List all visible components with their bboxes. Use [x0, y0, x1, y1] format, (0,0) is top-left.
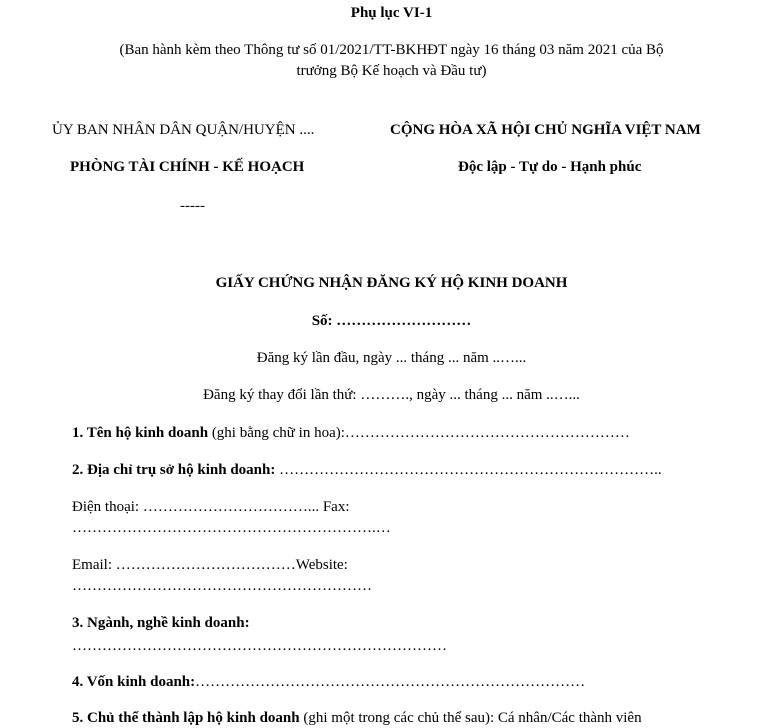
issued-note-line-1: (Ban hành kèm theo Thông tư số 01/2021/TT-BKHĐT ngày 16 tháng 03 năm 2021 của Bộ	[119, 42, 664, 58]
field-business-name-label: 1. Tên hộ kinh doanh	[72, 425, 209, 441]
field-capital-dots: ……………………………………………………………………	[195, 674, 586, 690]
issued-note-line-2: trưởng Bộ Kế hoạch và Đầu tư)	[296, 63, 487, 79]
field-business-lines-label: 3. Ngành, nghề kinh doanh:	[72, 615, 250, 631]
nation-title: CỘNG HÒA XÃ HỘI CHỦ NGHĨA VIỆT NAM	[390, 122, 701, 138]
header-rule: -----	[180, 198, 205, 214]
field-business-name-dots: …………………………………………………	[344, 425, 630, 441]
field-phone-fax-dots: …………………………………………………….…	[72, 520, 391, 536]
national-motto: Độc lập - Tự do - Hạnh phúc	[458, 159, 642, 175]
certificate-number: Số: ………………………	[311, 313, 472, 329]
field-founder	[72, 709, 642, 727]
field-email-website-dots: ……………………………………………………	[72, 578, 372, 594]
certificate-title: GIẤY CHỨNG NHẬN ĐĂNG KÝ HỘ KINH DOANH	[215, 275, 568, 291]
field-address	[72, 461, 662, 479]
first-registration: Đăng ký lần đầu, ngày ... tháng ... năm ..…...	[256, 350, 527, 366]
department-line: PHÒNG TÀI CHÍNH - KẾ HOẠCH	[70, 159, 305, 175]
org-line: ỦY BAN NHÂN DÂN QUẬN/HUYỆN ....	[52, 122, 315, 138]
field-address-dots: …………………………………………………………………..	[275, 462, 662, 478]
field-founder-note: (ghi một trong các chủ thể sau): Cá nhân/Các thành viên	[299, 710, 642, 726]
field-capital	[72, 673, 585, 691]
field-email-website: Email: ………………………………Website:	[72, 557, 348, 573]
field-phone-fax: Điện thoại: ……………………………... Fax:	[72, 499, 350, 515]
field-capital-label: 4. Vốn kinh doanh:	[72, 674, 196, 690]
field-business-lines-dots: …………………………………………………………………	[72, 638, 447, 654]
field-address-label: 2. Địa chỉ trụ sở hộ kinh doanh:	[72, 462, 276, 478]
appendix-title: Phụ lục VI-1	[350, 5, 433, 21]
field-business-name	[72, 424, 630, 442]
field-founder-label: 5. Chủ thể thành lập hộ kinh doanh	[72, 710, 300, 726]
field-business-name-note: (ghi bằng chữ in hoa):	[208, 425, 345, 441]
change-registration: Đăng ký thay đổi lần thứ: ………., ngày ... tháng ... năm ..…...	[203, 387, 580, 403]
